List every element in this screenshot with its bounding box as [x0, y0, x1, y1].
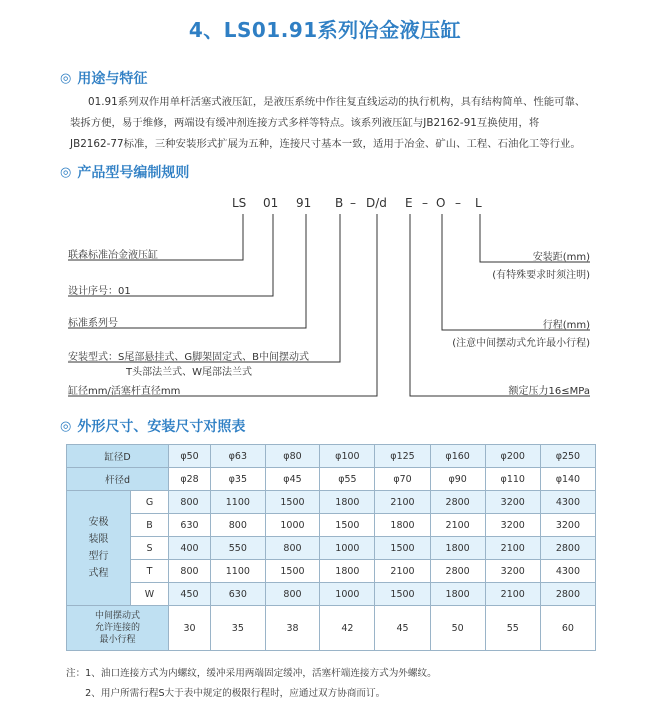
min-stroke-header: 中间摆动式 允许连接的 最小行程	[67, 606, 169, 651]
stroke-cell: 1800	[430, 537, 485, 560]
min-stroke-cell: 45	[375, 606, 430, 651]
rod-cell: φ140	[540, 468, 595, 491]
section-usage-heading	[60, 68, 147, 88]
code-b: B	[335, 196, 344, 210]
code-dd: D/d	[366, 196, 387, 210]
bore-cell: φ80	[265, 445, 320, 468]
rod-cell: φ110	[485, 468, 540, 491]
dimension-table	[66, 444, 596, 651]
model-code-diagram	[60, 188, 600, 402]
code-ls: LS	[232, 196, 247, 210]
label-series-number: 标准系列号	[68, 318, 118, 329]
code-91: 91	[296, 196, 312, 210]
stroke-cell: 800	[169, 491, 211, 514]
table-notes	[66, 664, 437, 704]
min-stroke-cell: 50	[430, 606, 485, 651]
usage-paragraph	[70, 92, 600, 155]
stroke-cell: 2800	[430, 491, 485, 514]
usage-line-1: 01.91系列双作用单杆活塞式液压缸，是液压系统中作往复直线运动的执行机构，具有结构简单、性能可靠、	[88, 96, 586, 108]
section-dimension-title: 外形尺寸、安装尺寸对照表	[77, 419, 246, 435]
section-usage-title: 用途与特征	[77, 71, 148, 87]
rod-cell: φ90	[430, 468, 485, 491]
mode-cell: T	[131, 560, 169, 583]
stroke-cell: 2800	[540, 583, 595, 606]
code-dash-2: –	[422, 196, 428, 210]
stroke-cell: 450	[169, 583, 211, 606]
label-stroke: 行程(mm)	[542, 320, 590, 331]
rod-cell: φ28	[169, 468, 211, 491]
stroke-cell: 630	[211, 583, 266, 606]
stroke-cell: 4300	[540, 491, 595, 514]
stroke-cell: 550	[211, 537, 266, 560]
stroke-cell: 800	[211, 514, 266, 537]
label-install-note: (有特殊要求时须注明)	[492, 270, 590, 281]
stroke-cell: 400	[169, 537, 211, 560]
mode-cell: W	[131, 583, 169, 606]
section-model-heading	[60, 162, 189, 182]
stroke-cell: 630	[169, 514, 211, 537]
stroke-cell: 2100	[375, 491, 430, 514]
bore-cell: φ200	[485, 445, 540, 468]
label-mount-type-2: T头部法兰式、W尾部法兰式	[126, 367, 252, 378]
stroke-cell: 1800	[320, 560, 375, 583]
min-stroke-cell: 30	[169, 606, 211, 651]
mode-cell: S	[131, 537, 169, 560]
section-model-title: 产品型号编制规则	[77, 165, 190, 181]
usage-line-3: JB2162-77标准，三种安装形式扩展为五种，连接尺寸基本一致，适用于冶金、矿山、工程、石油化工等行业。	[70, 138, 581, 150]
stroke-cell: 1100	[211, 560, 266, 583]
stroke-cell: 3200	[540, 514, 595, 537]
table-row	[67, 491, 596, 514]
bore-cell: φ50	[169, 445, 211, 468]
page-title: 4、LS01.91系列冶金液压缸	[188, 18, 462, 42]
usage-line-2: 装拆方便，易于维修，两端设有缓冲剂连接方式多样等特点。该系列液压缸与JB2162-91互换使用，将	[70, 117, 540, 129]
label-design-number: 设计序号：01	[68, 286, 131, 297]
stroke-cell: 1500	[265, 491, 320, 514]
stroke-cell: 2100	[430, 514, 485, 537]
table-row	[67, 514, 596, 537]
min-stroke-cell: 60	[540, 606, 595, 651]
stroke-cell: 4300	[540, 560, 595, 583]
mount-stroke-group-label: 安极 装限 型行 式程	[67, 491, 131, 606]
code-l: L	[475, 196, 482, 210]
stroke-cell: 3200	[485, 514, 540, 537]
note-2: 2、用户所需行程S大于表中规定的极限行程时，应通过双方协商而订。	[66, 688, 386, 699]
mode-cell: B	[131, 514, 169, 537]
table-row	[67, 537, 596, 560]
label-rated-pressure: 额定压力16≤MPa	[508, 386, 590, 397]
table-row-rod	[67, 468, 596, 491]
label-bore-rod: 缸径mm/活塞杆直径mm	[68, 386, 181, 397]
stroke-cell: 1800	[375, 514, 430, 537]
rod-cell: φ55	[320, 468, 375, 491]
stroke-cell: 800	[265, 583, 320, 606]
bore-cell: φ250	[540, 445, 595, 468]
bore-cell: φ160	[430, 445, 485, 468]
stroke-cell: 2800	[540, 537, 595, 560]
stroke-cell: 2100	[375, 560, 430, 583]
bore-header: 缸径D	[67, 445, 169, 468]
table-row	[67, 560, 596, 583]
label-standard-cylinder: 联森标准冶金液压缸	[68, 250, 158, 261]
stroke-cell: 1500	[375, 583, 430, 606]
rod-header: 杆径d	[67, 468, 169, 491]
mode-cell: G	[131, 491, 169, 514]
bore-cell: φ63	[211, 445, 266, 468]
circle-bullet-icon: ◎	[60, 418, 72, 434]
stroke-cell: 1000	[320, 583, 375, 606]
stroke-cell: 1000	[320, 537, 375, 560]
min-stroke-cell: 42	[320, 606, 375, 651]
label-stroke-note: (注意中间摆动式允许最小行程)	[452, 338, 590, 349]
min-stroke-cell: 35	[211, 606, 266, 651]
label-install-distance: 安装距(mm)	[532, 252, 590, 263]
rod-cell: φ70	[375, 468, 430, 491]
stroke-cell: 3200	[485, 560, 540, 583]
stroke-cell: 2100	[485, 583, 540, 606]
stroke-cell: 2800	[430, 560, 485, 583]
stroke-cell: 2100	[485, 537, 540, 560]
table-row-bore	[67, 445, 596, 468]
rod-cell: φ35	[211, 468, 266, 491]
stroke-cell: 1500	[265, 560, 320, 583]
bore-cell: φ125	[375, 445, 430, 468]
stroke-cell: 1500	[375, 537, 430, 560]
note-1: 注：1、油口连接方式为内螺纹，缓冲采用两端固定缓冲，活塞杆端连接方式为外螺纹。	[66, 668, 437, 679]
stroke-cell: 3200	[485, 491, 540, 514]
code-dash-1: –	[350, 196, 356, 210]
label-mount-type: 安装型式：S尾部悬挂式、G脚架固定式、B中间摆动式	[68, 352, 309, 363]
table-row	[67, 583, 596, 606]
code-e: E	[405, 196, 413, 210]
stroke-cell: 800	[169, 560, 211, 583]
stroke-cell: 1500	[320, 514, 375, 537]
stroke-cell: 1000	[265, 514, 320, 537]
table-row-min-stroke	[67, 606, 596, 651]
code-o: O	[436, 196, 446, 210]
stroke-cell: 1800	[430, 583, 485, 606]
code-dash-3: –	[455, 196, 461, 210]
circle-bullet-icon: ◎	[60, 70, 72, 86]
bore-cell: φ100	[320, 445, 375, 468]
min-stroke-cell: 55	[485, 606, 540, 651]
rod-cell: φ45	[265, 468, 320, 491]
min-stroke-cell: 38	[265, 606, 320, 651]
circle-bullet-icon: ◎	[60, 164, 72, 180]
section-dimension-heading	[60, 416, 245, 436]
stroke-cell: 800	[265, 537, 320, 560]
stroke-cell: 1100	[211, 491, 266, 514]
code-01: 01	[263, 196, 279, 210]
stroke-cell: 1800	[320, 491, 375, 514]
